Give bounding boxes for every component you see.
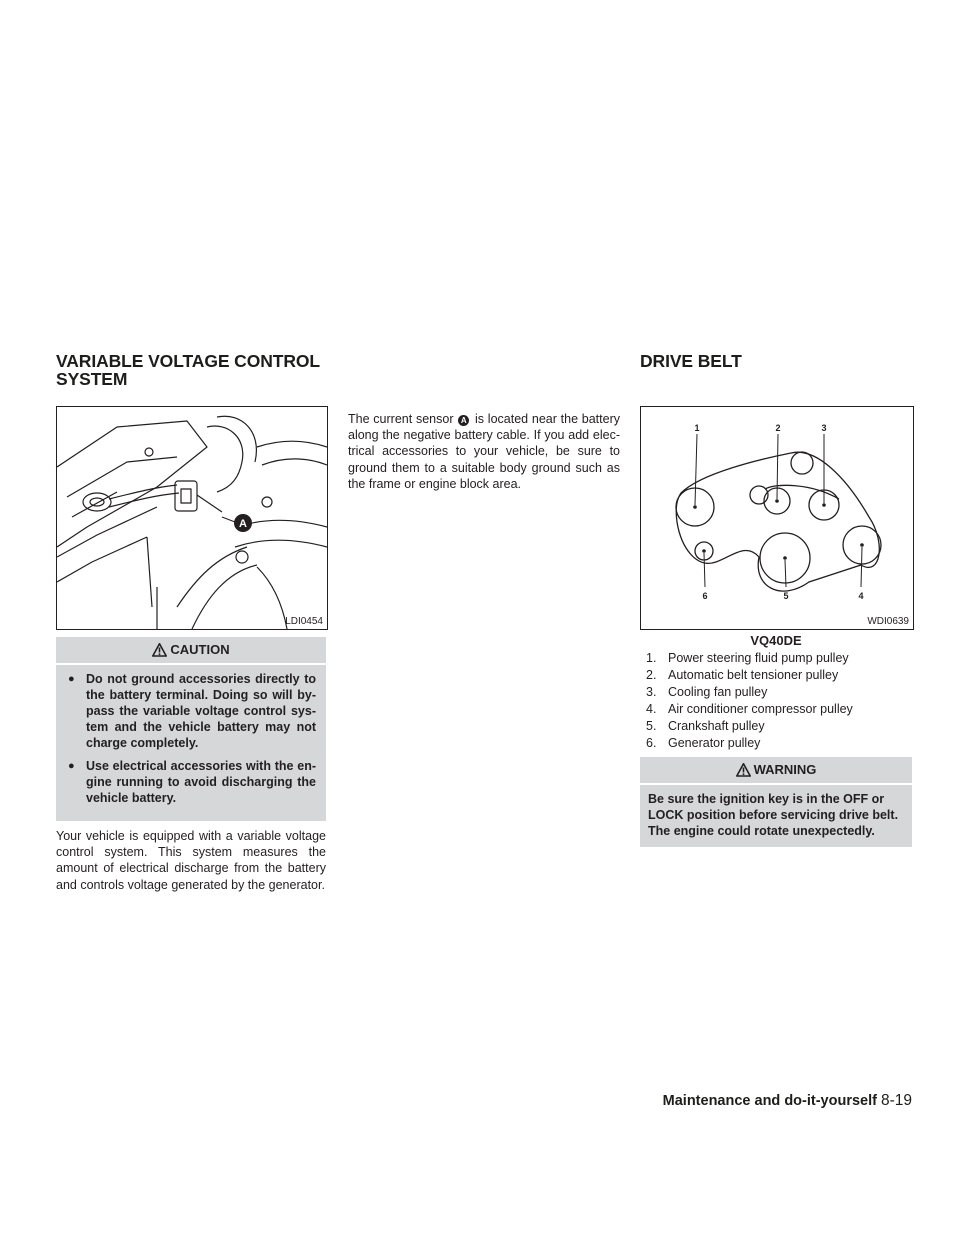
list-item: 3. Cooling fan pulley <box>646 685 768 699</box>
title-line-2: SYSTEM <box>56 369 128 389</box>
caution-list <box>56 665 326 821</box>
sensor-location-paragraph <box>348 411 620 492</box>
warning-box <box>640 757 912 847</box>
diagram-label-1: 1 <box>694 423 700 433</box>
list-item: 5. Crankshaft pulley <box>646 719 765 733</box>
diagram-label-5: 5 <box>783 591 789 601</box>
pulley-3-idler <box>791 452 813 474</box>
list-item: 1. Power steering fluid pump pulley <box>646 651 849 665</box>
section-title-variable-voltage <box>56 352 320 388</box>
vvc-description: Your vehicle is equipped with a variable voltage control system. This system measures the amount of electrical discharge from the battery and controls voltage generated by the generator. <box>56 829 326 892</box>
warning-triangle-icon <box>736 763 751 777</box>
warning-header <box>640 757 912 785</box>
warning-heading: WARNING <box>753 762 817 777</box>
figure-code: WDI0639 <box>867 616 909 627</box>
sensor-text-before: The current sensor <box>348 412 458 426</box>
list-item: 4. Air conditioner compressor pulley <box>646 702 853 716</box>
list-item: 2. Automatic belt tensioner pulley <box>646 668 839 682</box>
diagram-label-4: 4 <box>858 591 864 601</box>
belt-routing-drawing <box>641 407 913 629</box>
list-item: 6. Generator pulley <box>646 736 761 750</box>
sensor-marker-a: A <box>458 415 469 426</box>
caution-item: ● Do not ground accessories directly to the battery terminal. Doing so will by-pass the variable voltage control sys-tem and the vehicle battery may not charge completely. <box>66 671 316 751</box>
engine-bay-drawing <box>57 407 327 629</box>
page-footer <box>663 1092 912 1110</box>
diagram-label-6: 6 <box>702 591 708 601</box>
title-line-1: VARIABLE VOLTAGE CONTROL <box>56 351 320 371</box>
figure-code: LDI0454 <box>285 616 323 627</box>
caution-heading: CAUTION <box>170 642 230 657</box>
caution-header <box>56 637 326 665</box>
diagram-label-2: 2 <box>775 423 781 433</box>
callout-a: A <box>239 518 247 530</box>
pulley-list <box>646 650 914 752</box>
warning-text: Be sure the ignition key is in the OFF or LOCK position before servicing drive belt. The engine could rotate unexpectedly. <box>648 792 899 838</box>
page-number: 8-19 <box>880 1092 912 1109</box>
drive-belt-diagram <box>640 406 914 630</box>
caution-item: ● Use electrical accessories with the en-gine running to avoid discharging the vehicle battery. <box>66 758 316 806</box>
footer-section-name: Maintenance and do-it-yourself <box>662 1093 877 1109</box>
sensor-text-after: is located near the battery along the negative battery cable. If you add elec-trical accessories to your vehicle, be sure to ground them to a suitable body ground such as the frame or engine block area. <box>348 412 620 491</box>
caution-box <box>56 637 326 821</box>
section-title-drive-belt: DRIVE BELT <box>640 351 742 371</box>
caution-triangle-icon <box>152 643 167 657</box>
battery-sensor-illustration <box>56 406 328 630</box>
figure-caption: VQ40DE <box>750 633 802 648</box>
diagram-label-3: 3 <box>821 423 827 433</box>
